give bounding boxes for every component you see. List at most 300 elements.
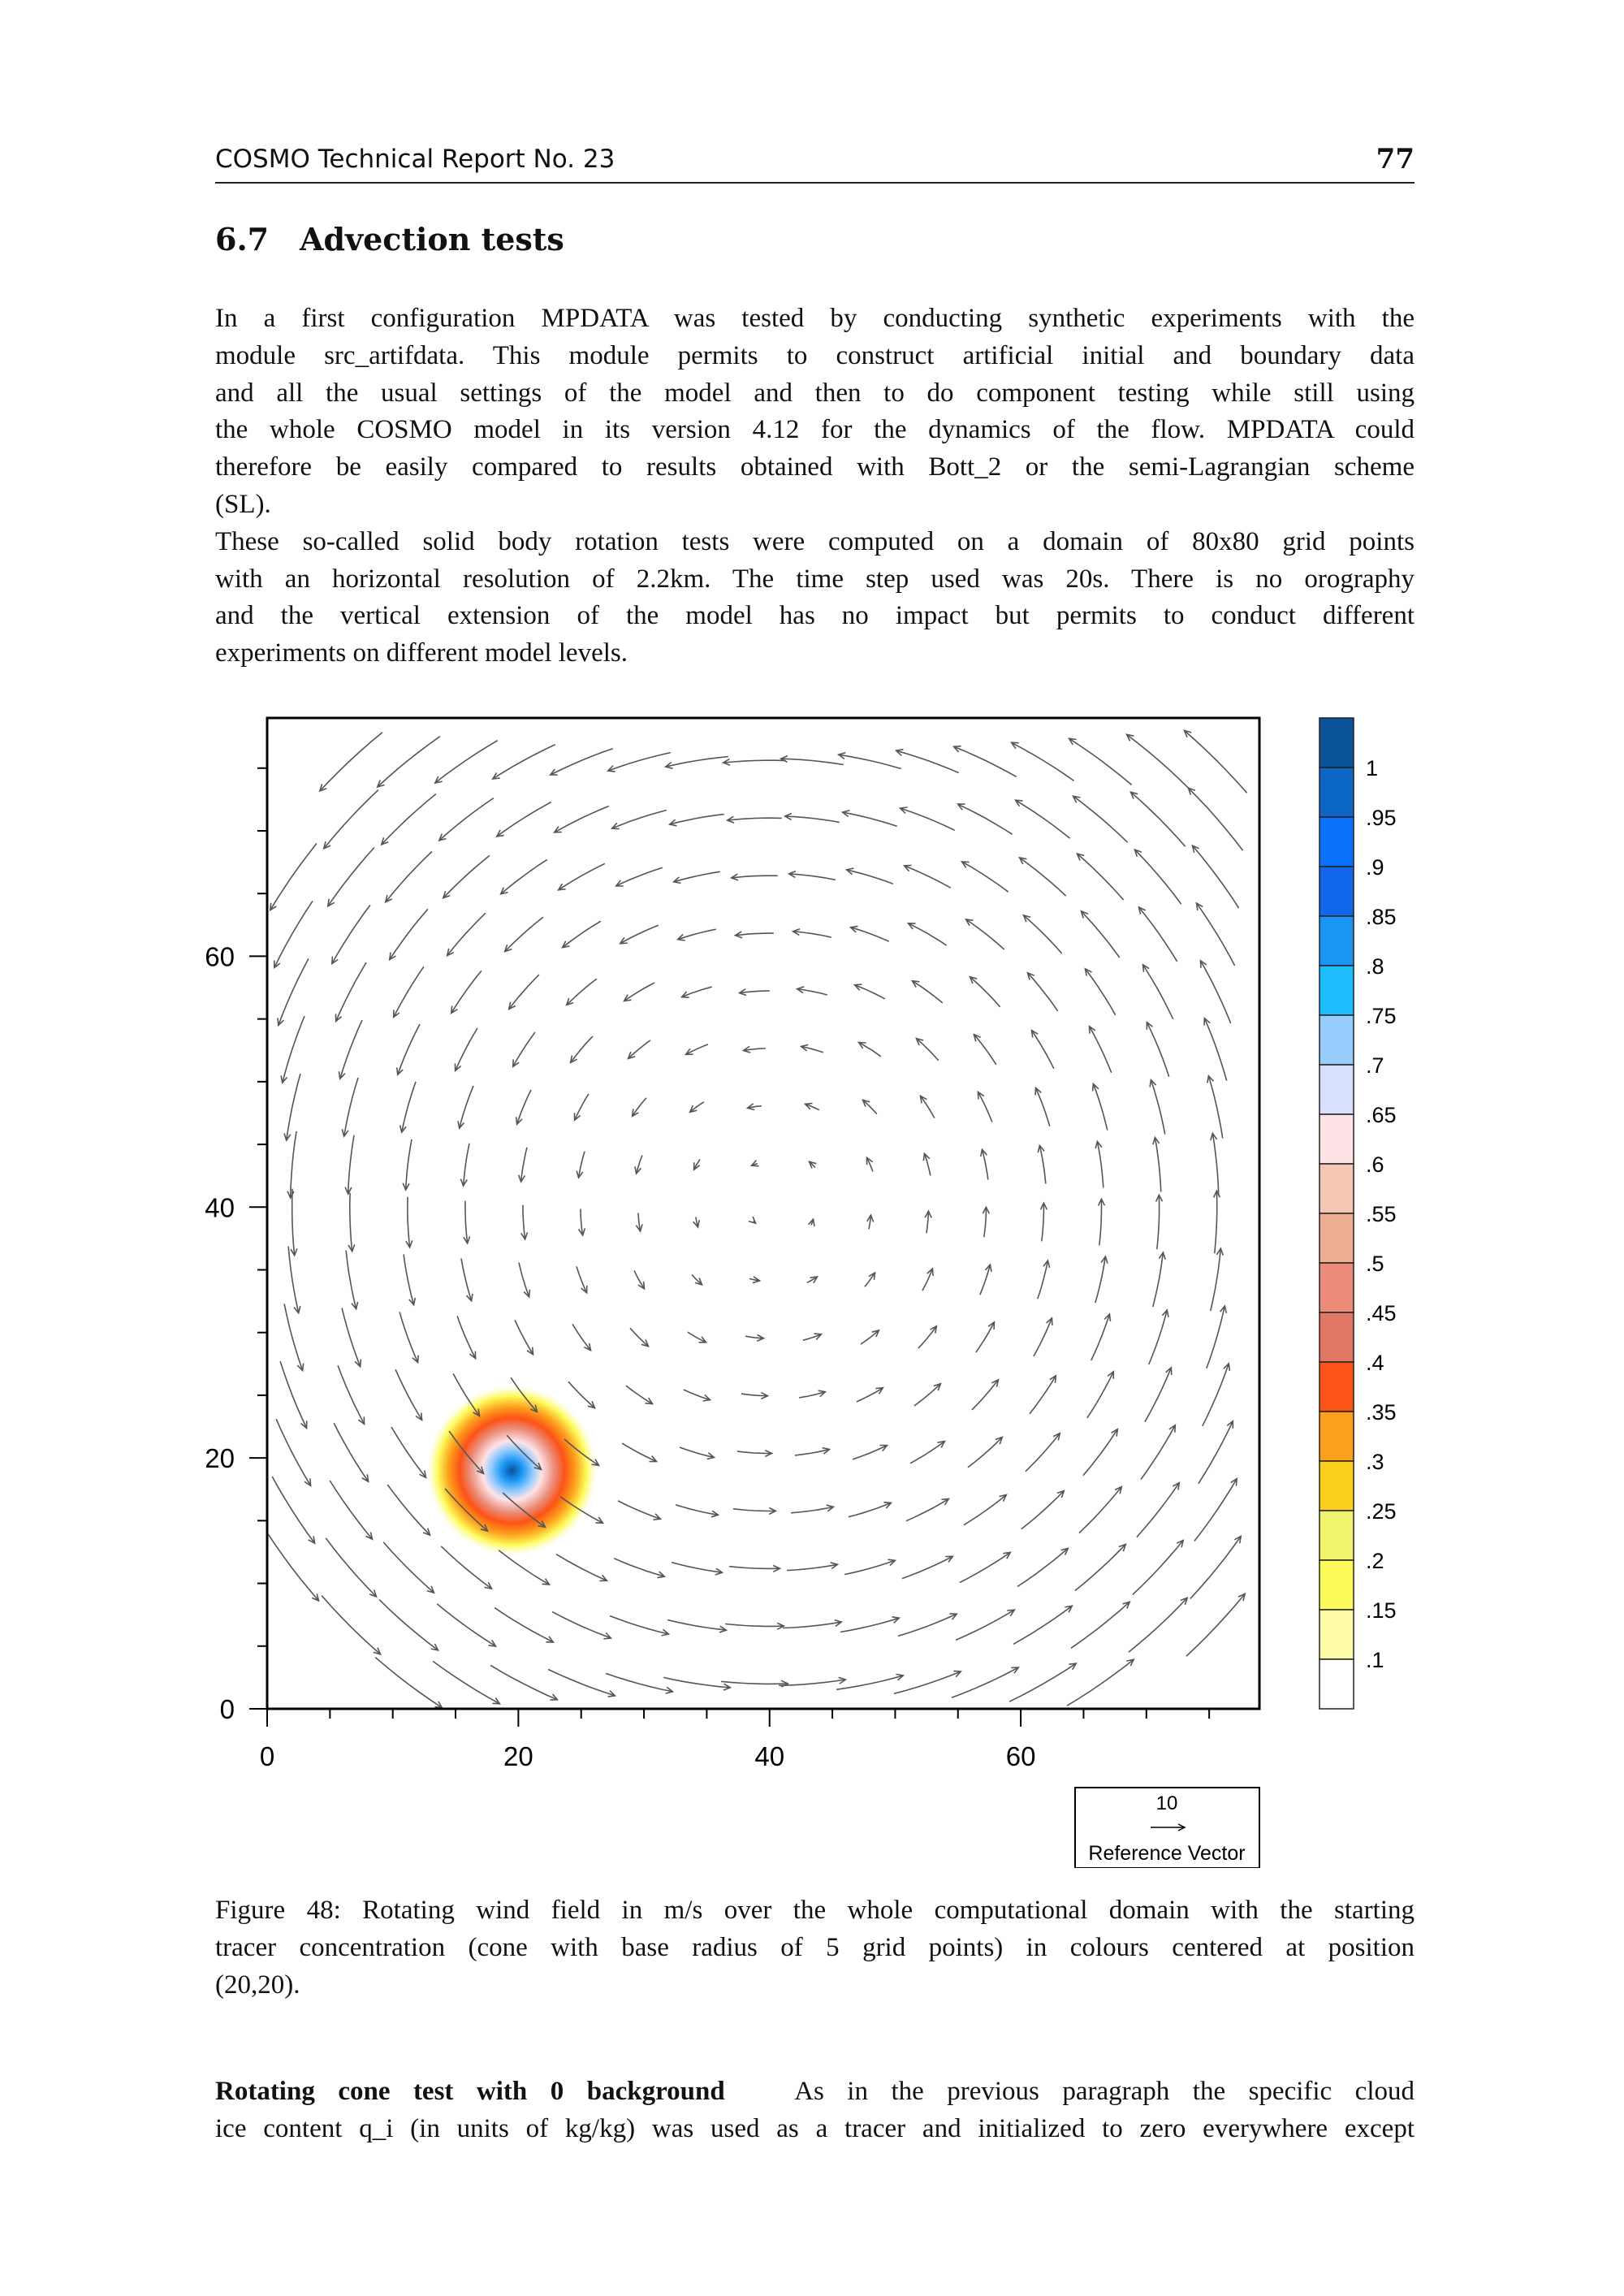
colorbar-swatch — [1320, 1610, 1354, 1659]
wind-arrow — [970, 977, 1000, 1007]
wind-arrow — [1199, 1421, 1233, 1484]
colorbar-label: .7 — [1366, 1053, 1384, 1078]
wind-arrow — [501, 859, 547, 893]
section-number: 6.7 — [215, 221, 270, 257]
wind-arrow — [666, 757, 728, 767]
wind-arrow — [1016, 800, 1070, 838]
wind-arrow — [674, 871, 720, 882]
wind-arrow — [283, 1016, 304, 1083]
running-header-title: COSMO Technical Report No. 23 — [215, 145, 615, 174]
wind-arrow — [1013, 1606, 1072, 1644]
colorbar-label: .6 — [1366, 1152, 1384, 1177]
paragraph-text: ice content q_i (in units of kg/kg) was used as a tracer and initialized to zero everywhere except — [215, 2113, 1415, 2143]
wind-arrow — [1143, 965, 1173, 1019]
wind-arrow — [663, 1677, 730, 1688]
wind-arrow — [382, 794, 436, 845]
wind-arrow — [1075, 1544, 1125, 1590]
wind-arrow — [571, 1036, 593, 1062]
wind-arrow — [785, 816, 840, 822]
wind-arrow — [1083, 1429, 1117, 1476]
wind-arrow — [1034, 1318, 1052, 1356]
wind-arrows — [268, 730, 1246, 1707]
wind-arrow — [851, 927, 889, 941]
wind-arrow — [917, 1039, 939, 1061]
colorbar-swatch — [1320, 817, 1354, 867]
wind-arrow — [1131, 792, 1186, 846]
wind-arrow — [721, 1681, 788, 1684]
wind-arrow — [670, 815, 724, 825]
wind-arrow — [332, 905, 370, 963]
wind-arrow — [568, 1381, 595, 1407]
wind-arrow — [1129, 1598, 1187, 1652]
wind-arrow — [437, 1604, 495, 1646]
wind-arrow — [497, 802, 551, 837]
wind-arrow — [1073, 796, 1128, 842]
wind-arrow — [678, 929, 716, 940]
wind-arrow — [330, 1481, 372, 1539]
colorbar-label: .45 — [1366, 1301, 1397, 1325]
wind-arrow — [667, 1620, 726, 1631]
x-tick-label: 20 — [503, 1741, 533, 1771]
y-tick-label: 0 — [219, 1694, 235, 1724]
wind-arrow — [328, 848, 374, 906]
wind-arrow — [974, 1035, 996, 1065]
wind-arrow — [918, 1326, 937, 1348]
colorbar — [1320, 718, 1397, 1709]
colorbar-label: .95 — [1366, 806, 1397, 830]
wind-arrow — [1067, 1659, 1134, 1706]
wind-arrow — [910, 1442, 944, 1464]
x-tick-label: 0 — [259, 1741, 275, 1771]
y-tick-label: 20 — [205, 1443, 235, 1474]
paragraph-heading: Rotating cone test with 0 background — [215, 2077, 725, 2106]
wind-arrow — [622, 1443, 656, 1462]
wind-arrow — [515, 1320, 533, 1354]
wind-arrow — [733, 1509, 775, 1511]
wind-arrow — [795, 1450, 829, 1455]
wind-arrow — [725, 1624, 784, 1627]
wind-arrow — [334, 1423, 368, 1481]
wind-arrow — [272, 1477, 314, 1543]
colorbar-label: .9 — [1366, 855, 1384, 880]
wind-arrow — [1012, 742, 1074, 780]
wind-arrowhead — [749, 1217, 756, 1223]
wind-arrow — [616, 867, 663, 886]
wind-arrow — [1190, 1537, 1241, 1599]
wind-arrowhead — [489, 1640, 496, 1646]
wind-arrow — [551, 749, 613, 775]
wind-arrow — [898, 1614, 957, 1636]
wind-arrow — [1203, 1364, 1229, 1426]
wind-arrow — [618, 1501, 660, 1519]
wind-arrow — [1194, 1479, 1237, 1541]
wind-arrow — [555, 806, 609, 832]
wind-arrow — [404, 1255, 414, 1305]
wind-arrow — [1009, 1663, 1076, 1701]
wind-arrow — [921, 1096, 935, 1118]
wind-arrow — [567, 979, 597, 1005]
wind-arrow — [344, 1078, 358, 1136]
wind-arrow — [572, 1324, 591, 1350]
wind-arrow — [736, 933, 774, 936]
colorbar-swatch — [1320, 1065, 1354, 1114]
wind-arrow — [1207, 1306, 1225, 1369]
paragraph-text: As in the previous paragraph the specific cloud — [794, 2077, 1415, 2106]
wind-arrow — [859, 1043, 881, 1057]
colorbar-label: .65 — [1366, 1103, 1397, 1127]
wind-arrow — [964, 1495, 1006, 1525]
wind-arrow — [342, 1308, 361, 1366]
colorbar-swatch — [1320, 1511, 1354, 1560]
wind-arrow — [435, 741, 498, 783]
wind-arrow — [390, 909, 428, 959]
wind-arrow — [326, 1538, 376, 1597]
wind-arrow — [614, 1559, 664, 1577]
wind-arrow — [840, 1618, 899, 1632]
wind-arrow — [787, 1564, 837, 1570]
wind-arrow — [847, 870, 893, 884]
wind-arrow — [517, 1090, 531, 1124]
wind-arrow — [855, 985, 885, 999]
wind-arrow — [1193, 845, 1239, 908]
wind-arrow — [853, 1446, 887, 1459]
wind-arrow — [268, 1534, 318, 1601]
wind-arrow — [406, 1139, 412, 1190]
wind-arrow — [861, 1330, 879, 1344]
wind-arrow — [451, 971, 482, 1013]
colorbar-label: .25 — [1366, 1499, 1397, 1524]
wind-arrow — [956, 1610, 1014, 1640]
wind-arrow — [1078, 854, 1124, 900]
wind-arrow — [320, 733, 382, 791]
reference-vector-label: Reference Vector — [1088, 1842, 1246, 1865]
wind-arrow — [781, 759, 844, 764]
wind-arrowhead — [451, 1006, 458, 1014]
colorbar-label: .1 — [1366, 1648, 1384, 1672]
colorbar-swatch — [1320, 867, 1354, 916]
wind-arrow — [1133, 1541, 1183, 1595]
colorbar-label: .3 — [1366, 1450, 1384, 1474]
wind-arrow — [1038, 1260, 1048, 1299]
wind-arrow — [1036, 1088, 1050, 1126]
wind-arrow — [400, 1312, 417, 1362]
colorbar-swatch — [1320, 1560, 1354, 1610]
wind-arrow — [1099, 1199, 1102, 1245]
wind-arrow — [340, 1020, 362, 1079]
text-line: (SL). — [215, 489, 271, 519]
figure-caption — [215, 1892, 1415, 2004]
wind-arrow — [288, 1247, 299, 1313]
wind-arrow — [387, 1485, 430, 1535]
wind-arrow — [1137, 1483, 1179, 1537]
wind-arrow — [279, 958, 309, 1025]
text-line: module src_artifdata. This module permits to construct artificial initial and boundary data — [215, 340, 1415, 370]
wind-arrow — [493, 745, 555, 779]
wind-arrow — [732, 876, 778, 878]
wind-arrow — [968, 1438, 1002, 1468]
wind-arrow — [1186, 1593, 1245, 1656]
wind-arrow — [865, 1273, 875, 1286]
wind-arrow — [1087, 1372, 1113, 1418]
wind-arrow — [291, 1131, 296, 1198]
text-line: and the vertical extension of the model has no impact but permits to conduct different — [215, 601, 1415, 631]
wind-arrow — [394, 966, 424, 1017]
wind-arrow — [1145, 1368, 1171, 1422]
wind-arrow — [905, 866, 951, 888]
wind-arrow — [402, 1082, 416, 1132]
wind-arrow — [844, 1560, 895, 1574]
wind-arrow — [276, 1419, 310, 1485]
y-tick-label: 60 — [205, 941, 235, 972]
colorbar-label: .2 — [1366, 1549, 1384, 1573]
wind-arrow — [779, 1680, 845, 1685]
wind-arrow — [461, 1259, 472, 1301]
y-tick-label: 40 — [205, 1192, 235, 1223]
wind-arrow — [1153, 1252, 1164, 1307]
wind-arrow — [441, 1546, 491, 1589]
wind-arrow — [740, 991, 770, 993]
wind-arrow — [839, 755, 901, 768]
wind-arrow — [379, 1600, 438, 1650]
text-line: Figure 48: Rotating wind field in m/s over the whole computational domain with the starting — [215, 1896, 1415, 1925]
wind-arrow — [460, 1086, 473, 1128]
wind-arrow — [1204, 1018, 1226, 1081]
wind-arrow — [1211, 1248, 1221, 1311]
text-line: and all the usual settings of the model and then to do component testing while still using — [215, 378, 1415, 408]
wind-arrow — [433, 1662, 499, 1704]
colorbar-swatch — [1320, 1362, 1354, 1412]
colorbar-label: .55 — [1366, 1202, 1397, 1226]
wind-arrow — [843, 812, 897, 826]
colorbar-swatch — [1320, 1659, 1354, 1709]
reference-vector-box — [1075, 1788, 1259, 1868]
wind-arrow — [395, 1369, 421, 1420]
wind-arrow — [495, 1608, 553, 1642]
wind-arrow — [894, 1671, 961, 1693]
axis-ticks — [205, 768, 1209, 1771]
wind-arrow — [499, 1550, 549, 1585]
wind-arrow — [490, 1666, 557, 1700]
page-number: 77 — [1376, 143, 1415, 175]
wind-arrow — [398, 1024, 420, 1074]
wind-arrowhead — [752, 1161, 759, 1166]
body-paragraph-cone-test — [215, 2073, 1415, 2148]
wind-arrow — [1079, 1487, 1121, 1533]
colorbar-label: 1 — [1366, 756, 1379, 780]
section-title: Advection tests — [300, 221, 564, 257]
colorbar-label: .8 — [1366, 954, 1384, 979]
wind-arrow — [447, 913, 486, 955]
wind-arrow — [676, 1505, 718, 1516]
wind-arrow — [791, 1507, 833, 1512]
reference-vector-value: 10 — [1155, 1792, 1178, 1814]
wind-arrow — [523, 1205, 525, 1239]
colorbar-swatch — [1320, 966, 1354, 1015]
wind-arrow — [465, 1201, 468, 1243]
wind-arrow — [383, 1542, 434, 1593]
wind-arrow — [1189, 788, 1243, 850]
wind-arrow — [408, 1197, 410, 1247]
colorbar-swatch — [1320, 718, 1354, 767]
wind-arrow — [610, 1616, 668, 1634]
colorbar-swatch — [1320, 767, 1354, 817]
wind-arrow — [1026, 1433, 1060, 1472]
wind-arrow — [284, 1304, 303, 1370]
wind-arrow — [1212, 1133, 1218, 1196]
wind-arrow — [270, 844, 317, 910]
wind-arrow — [552, 1612, 611, 1638]
wind-arrow — [1095, 1256, 1106, 1303]
wind-arrow — [783, 1622, 841, 1628]
wind-arrow — [324, 790, 378, 849]
wind-arrow — [789, 874, 836, 880]
wind-arrow — [443, 855, 490, 897]
wind-arrow — [624, 983, 654, 1001]
wind-arrow — [857, 1388, 883, 1402]
wind-arrow — [1028, 973, 1058, 1011]
colorbar-label: .15 — [1366, 1598, 1397, 1623]
colorbar-swatch — [1320, 1164, 1354, 1213]
wind-arrow — [620, 925, 659, 944]
x-tick-label: 60 — [1005, 1741, 1036, 1771]
wind-arrow — [960, 1552, 1010, 1582]
wind-arrow — [913, 981, 943, 1003]
colorbar-swatch — [1320, 1412, 1354, 1461]
wind-arrow — [1039, 1145, 1045, 1183]
wind-arrow — [1151, 1080, 1164, 1135]
wind-arrow — [1021, 1491, 1064, 1529]
wind-arrow — [336, 962, 366, 1021]
wind-arrow — [375, 1658, 442, 1708]
wind-arrow — [1082, 911, 1120, 958]
wind-arrow — [914, 1384, 941, 1406]
wind-arrow — [729, 1567, 780, 1569]
wind-arrow — [672, 1563, 722, 1573]
wind-arrow — [1042, 1203, 1044, 1241]
wind-arrow — [966, 919, 1004, 949]
wind-arrow — [378, 737, 440, 787]
wind-arrow — [1097, 1141, 1103, 1187]
wind-arrow — [1149, 1310, 1168, 1364]
colorbar-swatch — [1320, 1461, 1354, 1511]
wind-arrow — [972, 1380, 999, 1410]
wind-arrowhead — [1143, 965, 1150, 972]
wind-arrow — [952, 1667, 1018, 1697]
text-line: In a first configuration MPDATA was tested by conducting synthetic experiments with the — [215, 304, 1415, 333]
wind-arrow — [575, 1094, 589, 1120]
wind-arrow — [548, 1670, 615, 1696]
wind-arrow — [1069, 738, 1132, 785]
colorbar-swatch — [1320, 1312, 1354, 1362]
text-line: the whole COSMO model in its version 4.12 for the dynamics of the flow. MPDATA could — [215, 415, 1415, 445]
wind-arrow — [849, 1503, 891, 1516]
wind-arrow — [1093, 1084, 1107, 1131]
wind-arrow — [1020, 858, 1066, 896]
wind-arrow — [581, 1209, 583, 1235]
text-line: tracer concentration (cone with base radius of 5 grid points) in colours centered at position — [215, 1932, 1415, 1962]
wind-arrow — [1032, 1031, 1054, 1069]
wind-arrow — [906, 1499, 948, 1521]
wind-arrow — [1127, 734, 1190, 789]
colorbar-label: .75 — [1366, 1004, 1397, 1028]
colorbar-label: .4 — [1366, 1351, 1384, 1375]
wind-arrow — [292, 1189, 295, 1256]
colorbar-swatch — [1320, 916, 1354, 966]
wind-arrow — [630, 1328, 649, 1346]
wind-arrow — [505, 917, 543, 951]
wind-arrow — [439, 798, 494, 841]
wind-arrow — [909, 923, 947, 945]
wind-arrow — [1017, 1548, 1068, 1586]
colorbar-swatch — [1320, 1213, 1354, 1263]
wind-arrow — [346, 1251, 356, 1309]
wind-arrow — [680, 1447, 714, 1458]
wind-arrow — [1157, 1195, 1160, 1249]
wind-arrow — [1155, 1137, 1160, 1191]
wind-arrow — [628, 1040, 650, 1059]
wind-arrow — [978, 1092, 992, 1122]
text-line: These so-called solid body rotation tests were computed on a domain of 80x80 grid points — [215, 526, 1415, 556]
wind-arrow — [391, 1427, 425, 1477]
x-tick-label: 40 — [754, 1741, 785, 1771]
wind-arrow — [1090, 1027, 1112, 1073]
wind-arrow — [896, 750, 959, 772]
wind-arrow — [1030, 1376, 1056, 1414]
text-line: (20,20). — [215, 1970, 300, 2000]
wind-arrow — [1197, 903, 1235, 966]
wind-arrow — [1091, 1314, 1110, 1360]
wind-arrow — [1215, 1191, 1217, 1253]
wind-arrowhead — [493, 772, 500, 779]
wind-arrow — [509, 975, 539, 1009]
wind-arrow — [350, 1193, 352, 1252]
wind-arrow — [688, 1332, 706, 1343]
text-line: with an horizontal resolution of 2.2km. The time step used was 20s. There is no orography — [215, 564, 1415, 594]
wind-arrow — [1185, 730, 1247, 793]
text-line: therefore be easily compared to results obtained with Bott_2 or the semi-Lagrangian scheme — [215, 452, 1415, 482]
wind-arrow — [287, 1074, 300, 1140]
wind-arrow — [922, 1269, 933, 1291]
wind-arrow — [962, 862, 1009, 892]
tracer-cone — [427, 1386, 597, 1555]
colorbar-swatch — [1320, 1015, 1354, 1065]
wind-arrow — [684, 1390, 710, 1400]
wind-arrow — [1139, 907, 1177, 962]
colorbar-label: .35 — [1366, 1400, 1397, 1425]
wind-arrow — [464, 1144, 469, 1186]
wind-arrow — [1208, 1076, 1222, 1139]
wind-arrow — [976, 1322, 995, 1352]
wind-arrow — [606, 1673, 672, 1692]
wind-arrow — [457, 1316, 476, 1358]
wind-arrow — [1147, 1023, 1168, 1077]
wind-arrow — [633, 1098, 646, 1117]
wind-arrow — [902, 1556, 952, 1578]
colorbar-label: .85 — [1366, 905, 1397, 929]
wind-arrow — [980, 1265, 991, 1295]
wind-arrow — [626, 1386, 653, 1404]
wind-arrow — [1201, 961, 1231, 1023]
wind-arrow — [1086, 969, 1116, 1015]
wind-arrow — [954, 746, 1017, 776]
wind-arrow — [1024, 915, 1062, 953]
wind-arrow — [556, 1554, 607, 1581]
wind-arrow — [958, 804, 1013, 834]
wind-arrow — [274, 901, 313, 967]
wind-arrow — [608, 753, 671, 772]
wind-arrow — [1071, 1602, 1129, 1648]
text-line: experiments on different model levels. — [215, 638, 628, 668]
